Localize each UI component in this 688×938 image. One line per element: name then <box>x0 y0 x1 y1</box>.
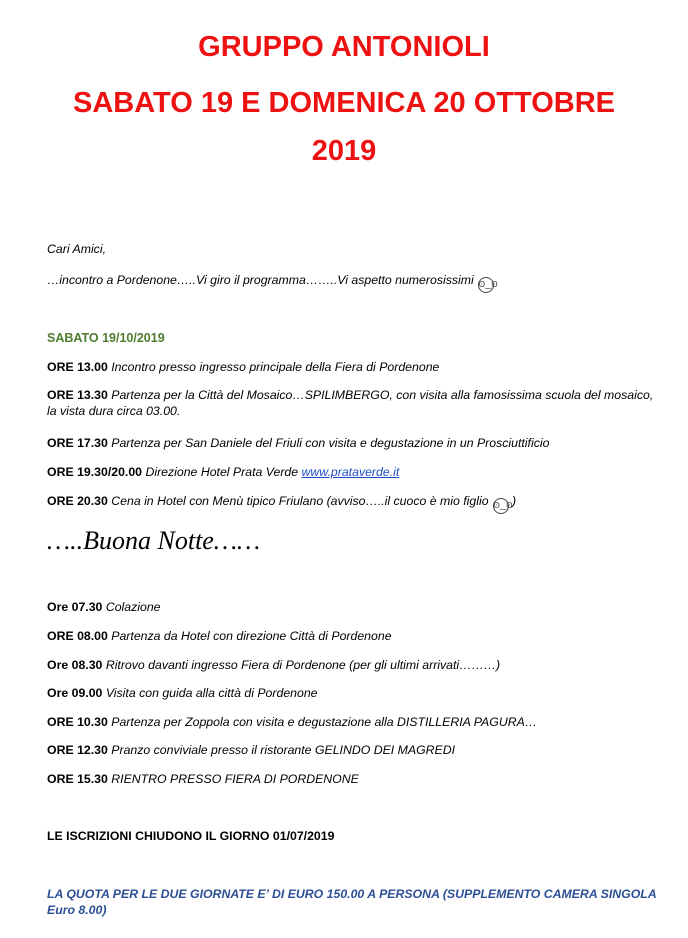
schedule-time: Ore 07.30 <box>47 600 103 614</box>
schedule-text: Visita con guida alla città di Pordenone <box>105 686 318 700</box>
schedule-text: Direzione Hotel Prata Verde <box>145 465 299 479</box>
intro-line <box>47 272 662 293</box>
price-note: LA QUOTA PER LE DUE GIORNATE E’ DI EURO 150.00 A PERSONA (SUPPLEMENTO CAMERA SINGOLA Euro 8.00) <box>47 887 657 917</box>
title-year: 2019 <box>311 135 377 167</box>
schedule-time: Ore 09.00 <box>47 686 103 700</box>
schedule-text: Partenza per San Daniele del Friuli con visita e degustazione in un Prosciuttificio <box>111 436 550 450</box>
schedule-text-suffix: ) <box>511 494 517 508</box>
schedule-text: Incontro presso ingresso principale della Fiera di Pordenone <box>111 360 440 374</box>
schedule-time: ORE 13.00 <box>47 360 108 374</box>
schedule-item <box>47 714 662 730</box>
schedule-text: Partenza per Zoppola con visita e degustazione alla DISTILLERIA PAGURA… <box>111 715 538 729</box>
buona-notte: …..Buona Notte…… <box>47 526 261 555</box>
schedule-time: Ore 08.30 <box>47 658 103 672</box>
schedule-item <box>47 359 662 375</box>
schedule-time: ORE 13.30 <box>47 388 108 402</box>
schedule-text: Partenza da Hotel con direzione Città di Pordenone <box>111 629 392 643</box>
schedule-item <box>47 493 662 514</box>
schedule-time: ORE 08.00 <box>47 629 108 643</box>
smiley-icon: ʘ‿ʘ <box>493 498 509 514</box>
schedule-text: Pranzo conviviale presso il ristorante GELINDO DEI MAGREDI <box>111 743 456 757</box>
schedule-item <box>47 771 662 787</box>
schedule-text: RIENTRO PRESSO FIERA DI PORDENONE <box>111 772 359 786</box>
schedule-item <box>47 599 662 615</box>
schedule-item <box>47 685 662 701</box>
schedule-time: ORE 19.30/20.00 <box>47 465 143 479</box>
schedule-item <box>47 657 662 673</box>
title-group-name: GRUPPO ANTONIOLI <box>198 31 490 63</box>
schedule-text: Cena in Hotel con Menù tipico Friulano (avviso…..il cuoco è mio figlio <box>111 494 489 508</box>
hotel-link[interactable]: www.prataverde.it <box>301 465 400 479</box>
schedule-time: ORE 10.30 <box>47 715 108 729</box>
schedule-time: ORE 20.30 <box>47 494 108 508</box>
greeting: Cari Amici, <box>47 242 106 256</box>
smiley-icon: ʘ‿ʘ <box>478 277 494 293</box>
title-dates: SABATO 19 E DOMENICA 20 OTTOBRE <box>73 87 615 119</box>
schedule-time: ORE 17.30 <box>47 436 108 450</box>
schedule-text: Colazione <box>105 600 161 614</box>
schedule-item <box>47 464 662 480</box>
schedule-item <box>47 435 662 451</box>
registration-deadline: LE ISCRIZIONI CHIUDONO IL GIORNO 01/07/2019 <box>47 829 335 843</box>
schedule-item <box>47 387 662 419</box>
schedule-item <box>47 742 662 758</box>
schedule-time: ORE 15.30 <box>47 772 108 786</box>
intro-text: …incontro a Pordenone…..Vi giro il programma……..Vi aspetto numerosissimi <box>47 273 474 287</box>
schedule-item <box>47 628 662 644</box>
schedule-text: Partenza per la Città del Mosaico…SPILIMBERGO, con visita alla famosissima scuola del mosaico, la vista dura circa 03.00. <box>47 388 654 418</box>
schedule-text: Ritrovo davanti ingresso Fiera di Pordenone (per gli ultimi arrivati………) <box>105 658 501 672</box>
schedule-time: ORE 12.30 <box>47 743 108 757</box>
day1-heading: SABATO 19/10/2019 <box>47 331 165 345</box>
